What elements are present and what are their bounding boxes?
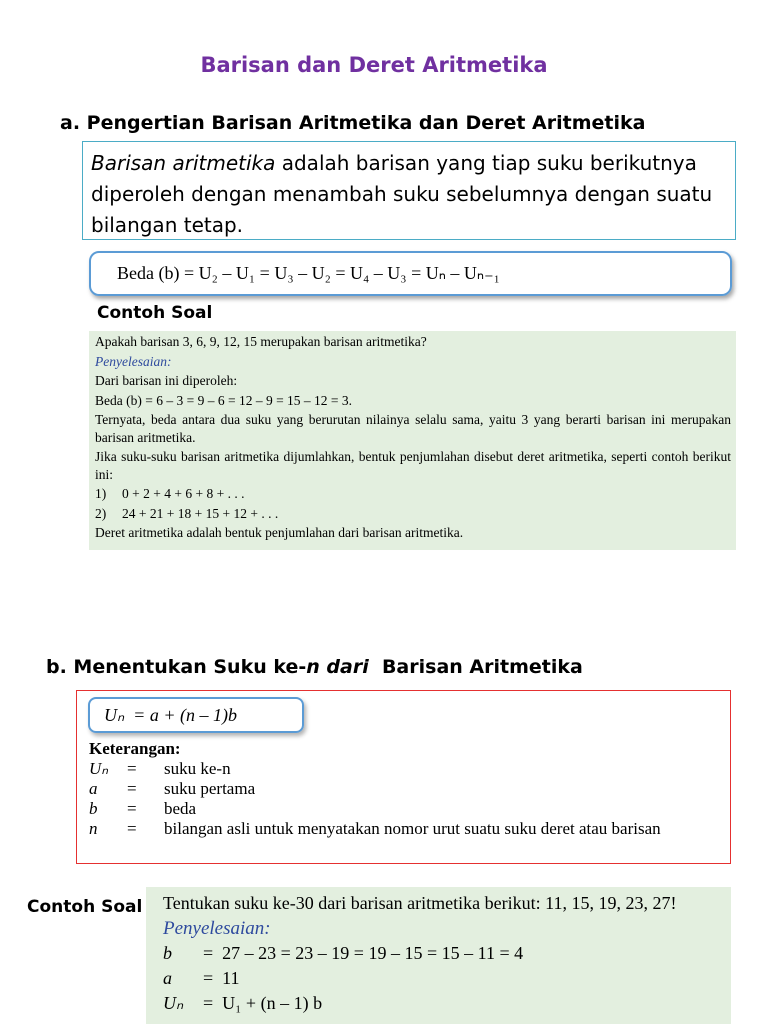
solution-line: Jika suku-suku barisan aritmetika dijumlahkan, bentuk penjumlahan disebut deret aritmetika, seperti contoh berikut ini:	[95, 449, 731, 482]
keterangan-eq: =	[127, 779, 137, 798]
solution-row	[163, 991, 731, 1016]
keterangan-desc: suku ke-n	[164, 759, 231, 778]
un-formula: Uₙ = a + (n – 1)b	[104, 705, 237, 725]
example-label-b: Contoh Soal	[27, 897, 143, 917]
keterangan	[89, 739, 721, 839]
list-item	[95, 505, 731, 523]
keterangan-desc: suku pertama	[164, 779, 256, 798]
keterangan-desc: beda	[164, 799, 197, 818]
example-question: Tentukan suku ke-30 dari barisan aritmetika berikut: 11, 15, 19, 23, 27!	[163, 893, 677, 913]
keterangan-sym: n	[89, 819, 98, 838]
definition-text: adalah barisan yang tiap suku berikutnya diperoleh dengan menambah suku sebelumnya dengan suatu bilangan tetap.	[91, 151, 713, 237]
list-item	[95, 485, 731, 503]
keterangan-sym: Uₙ	[89, 759, 109, 778]
solution-row	[163, 941, 731, 966]
keterangan-sym: a	[89, 779, 98, 798]
list-item-number: 1)	[95, 486, 107, 501]
example-box-b	[146, 887, 731, 1024]
keterangan-desc: bilangan asli untuk menyatakan nomor urut suatu suku deret atau barisan	[164, 819, 661, 838]
keterangan-row	[89, 819, 721, 839]
solution-line: Deret aritmetika adalah bentuk penjumlahan dari barisan aritmetika.	[95, 525, 464, 540]
definition-term: Barisan aritmetika	[91, 151, 276, 175]
example-box-a	[89, 331, 736, 550]
list-item-number: 2)	[95, 505, 107, 521]
solution-row	[163, 966, 731, 991]
un-formula-box	[88, 697, 304, 733]
solution-line: Beda (b) = 6 – 3 = 9 – 6 = 12 – 9 = 15 – 12 = 3.	[95, 392, 353, 408]
beda-formula-box	[89, 251, 732, 296]
section-b-heading	[46, 656, 583, 678]
solution-symbol: Uₙ	[163, 993, 184, 1013]
solution-symbol: a	[163, 968, 172, 988]
solution-label: Penyelesaian:	[95, 353, 172, 369]
heading-part: Barisan Aritmetika	[368, 656, 583, 678]
list-item-text: 24 + 21 + 18 + 15 + 12 + . . .	[122, 505, 279, 521]
solution-label: Penyelesaian:	[163, 918, 271, 939]
keterangan-sym: b	[89, 799, 98, 818]
section-a-heading: a. Pengertian Barisan Aritmetika dan Deret Aritmetika	[60, 112, 646, 134]
heading-italic: n dari	[306, 656, 369, 678]
keterangan-row	[89, 799, 721, 819]
keterangan-label: Keterangan:	[89, 739, 181, 758]
solution-line: Dari barisan ini diperoleh:	[95, 373, 238, 388]
keterangan-row	[89, 779, 721, 799]
keterangan-eq: =	[127, 799, 137, 818]
example-label-a: Contoh Soal	[97, 303, 213, 323]
solution-symbol: b	[163, 943, 172, 963]
page-title: Barisan dan Deret Aritmetika	[200, 53, 548, 77]
solution-expression: = U₁ + (n – 1) b	[203, 993, 323, 1013]
solution-expression: = 11	[203, 968, 240, 988]
heading-part: b. Menentukan Suku ke-	[46, 656, 307, 678]
keterangan-row	[89, 759, 721, 779]
keterangan-eq: =	[127, 819, 137, 838]
solution-line: Ternyata, beda antara dua suku yang berurutan nilainya selalu sama, yaitu 3 yang berarti barisan ini merupakan barisan aritmetika.	[95, 412, 731, 445]
keterangan-eq: =	[127, 759, 137, 778]
definition-box	[82, 141, 736, 240]
solution-expression: = 27 – 23 = 23 – 19 = 19 – 15 = 15 – 11 = 4	[203, 943, 524, 963]
beda-formula: Beda (b) = U₂ – U₁ = U₃ – U₂ = U₄ – U₃ = Uₙ – Uₙ₋₁	[117, 263, 500, 283]
list-item-text: 0 + 2 + 4 + 6 + 8 + . . .	[122, 486, 245, 501]
example-question: Apakah barisan 3, 6, 9, 12, 15 merupakan barisan aritmetika?	[95, 334, 427, 349]
